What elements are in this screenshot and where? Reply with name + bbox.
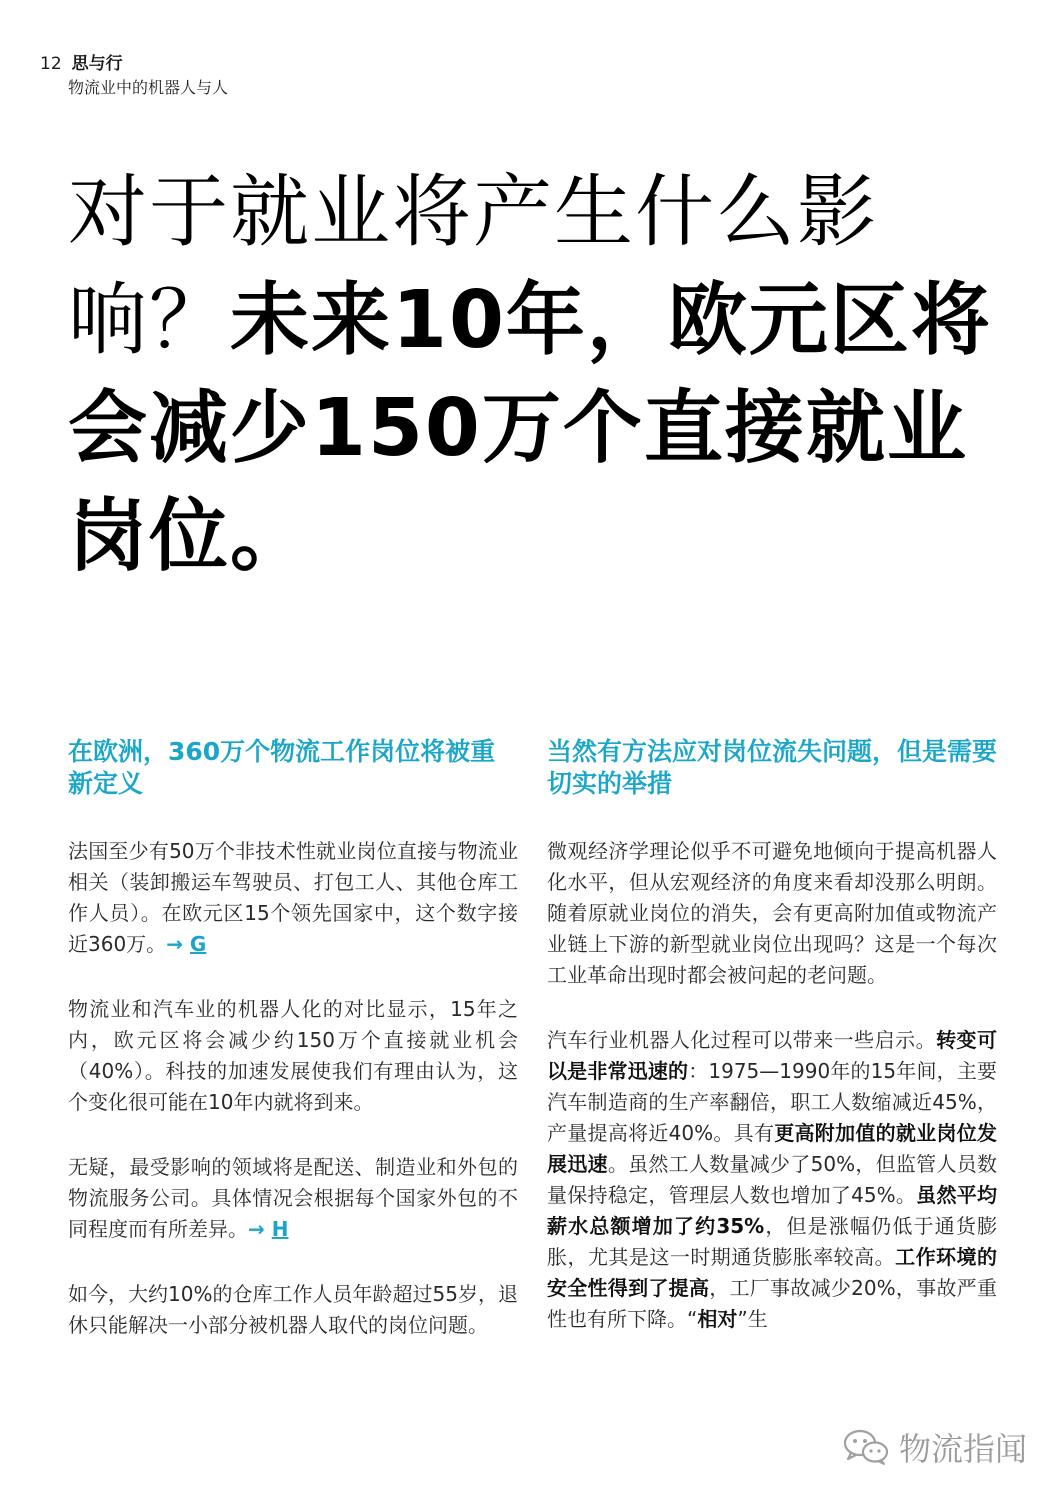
left-column [68, 736, 518, 1375]
headline-bold: 未来10年，欧元区将会减少150万个直接就业岗位。 [68, 274, 992, 582]
text-run: ，但是涨幅仍低于通货膨胀，尤其是这一时期通货膨胀率较高。 [547, 1214, 997, 1269]
right-paragraph-1: 微观经济学理论似乎不可避免地倾向于提高机器人化水平，但从宏观经济的角度来看却没那么明朗。随着原就业岗位的消失，会有更高附加值或物流产业链上下游的新型就业岗位出现吗？这是一个每次工业革命出现时都会被问起的老问题。 [547, 839, 997, 987]
headline [68, 158, 1028, 590]
arrow-right-icon: → [248, 1217, 265, 1241]
page-number: 12 [40, 54, 62, 74]
section-title: 思与行 [71, 54, 123, 74]
ref-link-h[interactable] [248, 1217, 288, 1241]
wechat-icon [843, 1428, 889, 1466]
text-run: ，工厂事故减少20%，事故严重性也有所下降。“ [547, 1276, 997, 1331]
left-heading: 在欧洲，360万个物流工作岗位将被重新定义 [68, 737, 496, 798]
page-header [40, 52, 228, 100]
text-run: 汽车行业机器人化过程可以带来一些启示。 [547, 1028, 937, 1052]
left-paragraph-2: 物流业和汽车业的机器人化的对比显示，15年之内，欧元区将会减少约150万个直接就业机会（40%）。科技的加速发展使我们有理由认为，这个变化很可能在10年内就将到来。 [68, 997, 518, 1114]
left-paragraph-4: 如今，大约10%的仓库工作人员年龄超过55岁，退休只能解决一小部分被机器人取代的岗位问题。 [68, 1282, 518, 1337]
right-paragraph-2 [547, 1025, 997, 1335]
emphasis-run: 更高附加值的就业岗位发展迅速 [547, 1121, 998, 1176]
emphasis-run: 工作环境的安全性得到了提高 [547, 1245, 998, 1300]
section-subtitle: 物流业中的机器人与人 [68, 78, 229, 97]
ref-link-g[interactable] [166, 932, 206, 956]
watermark-text: 物流指闻 [898, 1430, 1027, 1468]
ref-letter-g: G [189, 932, 207, 956]
text-run: ”生 [737, 1307, 768, 1331]
ref-letter-h: H [271, 1217, 289, 1241]
text-run: 。虽然工人数量减少了50%，但监管人员数量保持稳定，管理层人数也增加了45%。 [547, 1152, 998, 1207]
left-paragraph-3 [68, 1152, 518, 1245]
right-column [547, 736, 997, 1369]
left-paragraph-1-text: 法国至少有50万个非技术性就业岗位直接与物流业相关（装卸搬运车驾驶员、打包工人、其他仓库工作人员）。在欧元区15个领先国家中，这个数字接近360万。 [68, 839, 518, 956]
emphasis-run: 相对 [697, 1307, 738, 1331]
arrow-right-icon: → [166, 932, 183, 956]
headline-light: 对于就业将产生什么影响？ [68, 166, 878, 366]
left-paragraph-3-text: 无疑，最受影响的领域将是配送、制造业和外包的物流服务公司。具体情况会根据每个国家外包的不同程度而有所差异。 [68, 1155, 518, 1241]
text-run: ：1975—1990年的15年间，主要汽车制造商的生产率翻倍，职工人数缩减近45%，产量提高将近40%。具有 [547, 1059, 997, 1145]
emphasis-run: 转变可以是非常迅速的 [547, 1028, 998, 1083]
header-line [40, 52, 228, 76]
right-heading: 当然有方法应对岗位流失问题，但是需要切实的举措 [547, 737, 998, 798]
watermark [843, 1424, 1027, 1470]
emphasis-run: 虽然平均薪水总额增加了约35% [547, 1183, 998, 1238]
left-paragraph-1 [68, 836, 518, 960]
